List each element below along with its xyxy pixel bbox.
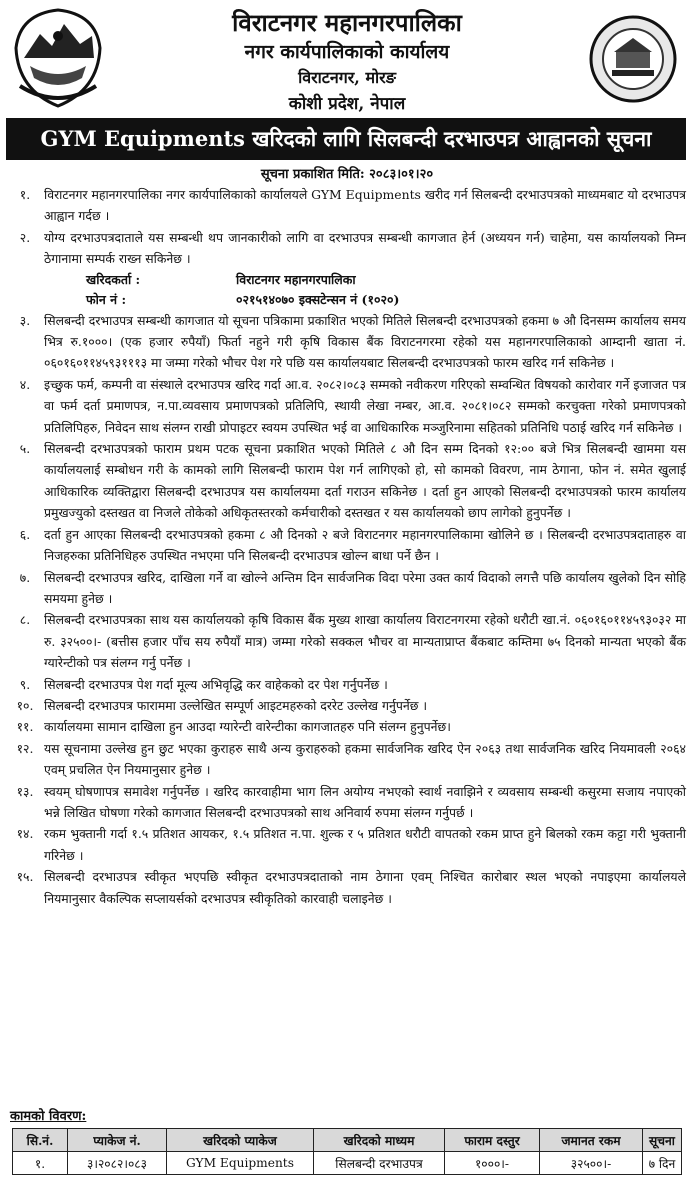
item-number: २. <box>19 229 31 245</box>
item-text: दर्ता हुन आएका सिलबन्दी दरभाउपत्रको हकमा ८ औ दिनको २ बजे विराटनगर महानगरपालिकामा खोलिने छ । सिलबन्दी दरभाउपत्रदाताहरु वा निजहरुका प्रतिनिधिहरु उपस्थित नभएमा पनि सिलबन्दी दरभाउपत्र खोल्न बाधा पर्ने छैन । <box>44 526 686 564</box>
table-cell: १०००।- <box>445 1152 540 1175</box>
buyer-row <box>6 270 686 290</box>
item-text: विराटनगर महानगरपालिका नगर कार्यपालिकाको कार्यालयले GYM Equipments खरीद गर्न सिलबन्दी दरभाउपत्रको माध्यमबाट यो दरभाउपत्र आह्वान गर्दछ । <box>44 187 687 224</box>
notice-item <box>6 738 686 781</box>
phone-row <box>6 290 686 310</box>
table-cell: सिलबन्दी दरभाउपत्र <box>314 1152 445 1175</box>
item-text: सिलबन्दी दरभाउपत्र सम्बन्धी कागजात यो सूचना पत्रिकामा प्रकाशित भएको मितिले सिलबन्दी दरभाउपत्रको हकमा ७ औ दिनसम्म कार्यालय समय भित्र रु.१०००। (एक हजार रुपैयाँ) फिर्ता नहुने गरी कृषि विकास बैंक विराटनगरमा रहेको यस महानगरपालिकाको आम्दानी खाता नं. ०६०१६०११४५९३१११३ मा जम्मा गरेको भौचर पेश गरे पछि यस कार्यालयबाट सिलबन्दी दरभाउपत्रको फारम खरिद गर्न सकिनेछ । <box>44 312 686 371</box>
notice-item <box>6 695 686 716</box>
work-details-table <box>12 1128 682 1175</box>
notice-item <box>6 866 686 909</box>
phone-label: फोन नं : <box>86 291 127 307</box>
item-text: कार्यालयमा सामान दाखिला हुन आउदा ग्यारेन्टी वारेन्टीका कागजातहरु पनि संलग्न हुनुपर्नेछ। <box>44 719 451 735</box>
column-header: प्याकेज नं. <box>68 1129 167 1152</box>
notice-body <box>6 184 686 909</box>
table-row <box>13 1152 682 1175</box>
table-cell: GYM Equipments <box>167 1152 314 1175</box>
notice-item <box>6 438 686 524</box>
item-number: १२. <box>16 740 34 756</box>
item-number: १४. <box>16 826 34 842</box>
letterhead <box>0 0 694 118</box>
column-header: जमानत रकम <box>540 1129 643 1152</box>
buyer-value: विराटनगर महानगरपालिका <box>236 271 356 287</box>
notice-item <box>6 227 686 270</box>
item-number: ६. <box>19 526 31 542</box>
notice-item <box>6 716 686 737</box>
item-number: ११. <box>16 719 34 735</box>
item-text: सिलबन्दी दरभाउपत्र खरिद, दाखिला गर्ने वा खोल्ने अन्तिम दिन सार्वजनिक विदा परेमा उक्त कार्य विदाको लगत्तै पछि कार्यालय खुलेको दिन सोहि समयमा हुनेछ । <box>44 569 686 606</box>
item-text: यस सूचनामा उल्लेख हुन छुट भएका कुराहरु साथै अन्य कुराहरुको हकमा सार्वजनिक खरिद ऐन २०६३ तथा सार्वजनिक खरिद नियमावली २०६४ एवम् प्रचलित ऐन नियमानुसार हुनेछ । <box>44 740 686 778</box>
table-cell: १. <box>13 1152 68 1175</box>
phone-value: ०२१५१४०७० इक्सटेन्सन नं (१०२०) <box>236 291 400 307</box>
item-text: सिलबन्दी दरभाउपत्र स्वीकृत भएपछि स्वीकृत दरभाउपत्रदाताको नाम ठेगाना एवम् निश्चित कारोबार स्थल भएको नपाइएमा कार्यालयले नियमानुसार वैकल्पिक सप्लायर्सको दरभाउपत्र स्वीकृतिको कारवाही चलाइनेछ । <box>44 869 686 906</box>
item-number: ३. <box>19 312 31 328</box>
table-cell: ३।२०८२।०८३ <box>68 1152 167 1175</box>
item-number: ९. <box>19 676 31 692</box>
column-header: फाराम दस्तुर <box>445 1129 540 1152</box>
item-number: ५. <box>19 441 31 457</box>
buyer-label: खरिदकर्ता : <box>86 271 141 287</box>
notice-item <box>6 374 686 438</box>
publish-date: सूचना प्रकाशित मिति: २०८३।०१।२० <box>260 167 434 182</box>
notice-item <box>6 567 686 610</box>
table-cell: ३२५००।- <box>540 1152 643 1175</box>
notice-item <box>6 609 686 673</box>
notice-item <box>6 781 686 824</box>
notice-item <box>6 524 686 567</box>
office-city: विराटनगर, मोरङ <box>298 68 396 87</box>
item-text: रकम भुक्तानी गर्दा १.५ प्रतिशत आयकर, १.५ प्रतिशत न.पा. शुल्क र ५ प्रतिशत धरौटी वापतको रकम प्राप्त हुने बिलको रकम कट्टा गरी भुक्तानी गरिनेछ । <box>44 826 686 863</box>
item-text: सिलबन्दी दरभाउपत्रका साथ यस कार्यालयको कृषि विकास बैंक मुख्य शाखा कार्यालय विराटनगरमा रहेको धरौटी खा.नं. ०६०१६०११४५९३०३२ मा रु. ३२५००।- (बत्तीस हजार पाँच सय रुपैयाँ मात्र) जम्मा गरेको सक्कल भौचर वा मान्यताप्राप्त बैंकबाट कम्तिमा ७५ दिनको मान्यता भएको बैंक ग्यारेन्टीको पत्र संलग्न गर्नु पर्नेछ । <box>44 612 686 671</box>
table-header-row <box>13 1129 682 1152</box>
column-header: सूचना <box>643 1129 682 1152</box>
item-text: इच्छुक फर्म, कम्पनी वा संस्थाले दरभाउपत्र खरिद गर्दा आ.व. २०८२।०८३ सम्मको नवीकरण गरिएको सम्वन्धित विषयको कारोवार गर्ने इजाजत पत्र वा फर्म दर्ता प्रमाणपत्र, न.पा.व्यवसाय प्रमाणपत्रको प्रतिलिपि, स्थायी लेखा नम्बर, आ.व. २०८१।०८२ सम्मको करचुक्ता गरेको प्रमाणपत्रको प्रतिलिपिहरु, निवेदन साथ संलग्न राखी प्रोपाइटर स्वयम उपस्थित भई वा आधिकारिक मञ्जुरिनामा सहितको प्रतिनिधि पठाई खरिद गर्न सकिनेछ । <box>44 376 686 435</box>
column-header: सि.नं. <box>13 1129 68 1152</box>
office-province: कोशी प्रदेश, नेपाल <box>288 94 406 114</box>
item-number: १५. <box>16 869 34 885</box>
notice-item <box>6 674 686 695</box>
item-text: सिलबन्दी दरभाउपत्र फाराममा उल्लेखित सम्पूर्ण आइटमहरुको दररेट उल्लेख गर्नुपर्नेछ । <box>44 697 428 713</box>
work-details-heading: कामको विवरण: <box>10 1109 87 1124</box>
item-text: योग्य दरभाउपत्रदाताले यस सम्बन्धी थप जानकारीको लागि वा दरभाउपत्र सम्बन्धी कागजात हेर्न (अध्ययन गर्न) चाहेमा, यस कार्यालयको निम्न ठेगानामा सम्पर्क राख्न सकिनेछ । <box>44 229 686 267</box>
office-name: नगर कार्यपालिकाको कार्यालय <box>244 41 450 63</box>
item-number: १. <box>19 187 31 202</box>
item-number: १०. <box>16 697 34 713</box>
item-number: ८. <box>19 612 31 628</box>
notice-item <box>6 310 686 374</box>
notice-item <box>6 823 686 866</box>
item-text: सिलबन्दी दरभाउपत्र पेश गर्दा मूल्य अभिवृद्धि कर वाहेकको दर पेश गर्नुपर्नेछ । <box>44 676 388 692</box>
column-header: खरिदको प्याकेज <box>167 1129 314 1152</box>
item-number: १३. <box>16 783 34 799</box>
table-cell: ७ दिन <box>643 1152 682 1175</box>
notice-title-banner: GYM Equipments खरिदको लागि सिलबन्दी दरभाउपत्र आह्वानको सूचना <box>6 118 686 160</box>
column-header: खरिदको माध्यम <box>314 1129 445 1152</box>
item-text: सिलबन्दी दरभाउपत्रको फाराम प्रथम पटक सूचना प्रकाशित भएको मितिले ८ औ दिन सम्म दिनको १२:०० बजे भित्र सिलबन्दी खाममा यस कार्यालयलाई सम्बोधन गरी के कामको लागि सिलबन्दी फाराम पेश गर्न लागिएको हो, सो कामको विवरण, नाम ठेगाना, फोन नं. समेत खुलाई आधिकारिक व्यक्तिद्वारा सिलबन्दी दरभाउपत्र यस कार्यालयमा दर्ता गराउन सकिनेछ । दर्ता हुन आएको सिलबन्दी दरभाउपत्रको फारम कार्यालय प्रमुखज्युको दस्तखत वा निजले तोकेको अधिकृतस्तरको कर्मचारीको दस्तखत र यस कार्यालयको छाप लागेको हुनुपर्नेछ । <box>44 441 686 521</box>
item-number: ७. <box>19 569 31 585</box>
notice-item <box>6 184 686 227</box>
item-number: ४. <box>19 376 31 392</box>
item-text: स्वयम् घोषणापत्र समावेश गर्नुपर्नेछ । खरिद कारवाहीमा भाग लिन अयोग्य नभएको स्वार्थ नवाझिने र व्यवसाय सम्बन्धी कसुरमा सजाय नपाएको भन्ने लिखित घोषणा गरेको कागजात सिलबन्दी दरभाउपत्रको साथ अनिवार्य रुपमा संलग्न गर्नुपर्छ । <box>44 783 686 820</box>
municipality-name: विराटनगर महानगरपालिका <box>232 8 462 37</box>
